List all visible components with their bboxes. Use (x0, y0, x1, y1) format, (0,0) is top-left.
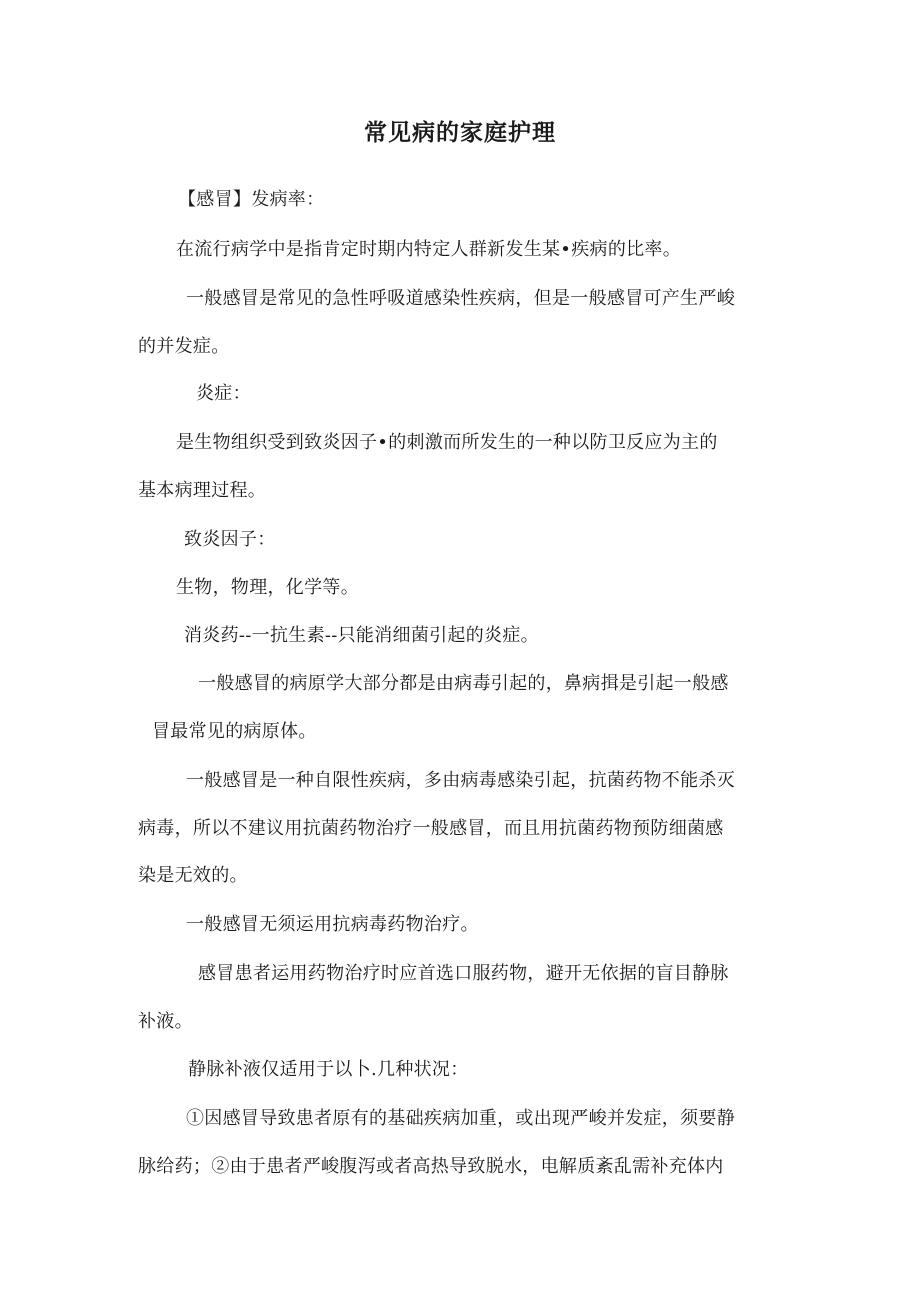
paragraph-line: 病毒，所以不建议用抗菌药物治疗一般感冒，而且用抗菌药物预防细菌感 (138, 818, 724, 839)
paragraph-line: 生物，物理，化学等。 (176, 577, 359, 598)
term-heading: 致炎因子： (184, 529, 276, 550)
paragraph-line: 在流行病学中是指肯定时期内特定人群新发生某•疾病的比率。 (176, 239, 682, 260)
paragraph-line: 的并发症。 (138, 336, 230, 357)
paragraph-line: 感冒患者运用药物治疗时应首选口服药物，避开无依据的盲目静脉 (198, 963, 729, 984)
document-title: 常见病的家庭护理 (364, 120, 556, 146)
paragraph-line: 补液。 (138, 1011, 193, 1032)
paragraph-line: 染是无效的。 (138, 865, 248, 886)
section-heading-cold: 【感冒】发病率： (178, 189, 325, 210)
paragraph-line: 一般感冒是一种自限性疾病，多由病毒感染引起，抗菌药物不能杀灭 (186, 770, 735, 791)
paragraph-line: 脉给药；②由于患者严峻腹泻或者高热导致脱水，电解质紊乱需补充体内 (138, 1156, 724, 1177)
term-heading: 炎症： (196, 383, 251, 404)
paragraph-line: ①因感冒导致患者原有的基础疾病加重，或出现严峻并发症，须要静 (186, 1108, 735, 1129)
paragraph-line: 一般感冒的病原学大部分都是由病毒引起的，鼻病揖是引起一般感 (198, 673, 729, 694)
paragraph-line: 一般感冒是常见的急性呼吸道感染性疾病，但是一般感冒可产生严峻 (186, 288, 735, 309)
paragraph-line: 基本病理过程。 (138, 480, 267, 501)
paragraph-line: 冒最常见的病原体。 (152, 721, 317, 742)
paragraph-line: 静脉补液仅适用于以卜.几种状况： (188, 1059, 469, 1080)
paragraph-line: 消炎药--一抗生素--只能消细菌引起的炎症。 (184, 625, 539, 646)
paragraph-line: 是生物组织受到致炎因子•的刺激而所发生的一种以防卫反应为主的 (176, 432, 718, 453)
paragraph-line: 一般感冒无须运用抗病毒药物治疗。 (186, 914, 479, 935)
